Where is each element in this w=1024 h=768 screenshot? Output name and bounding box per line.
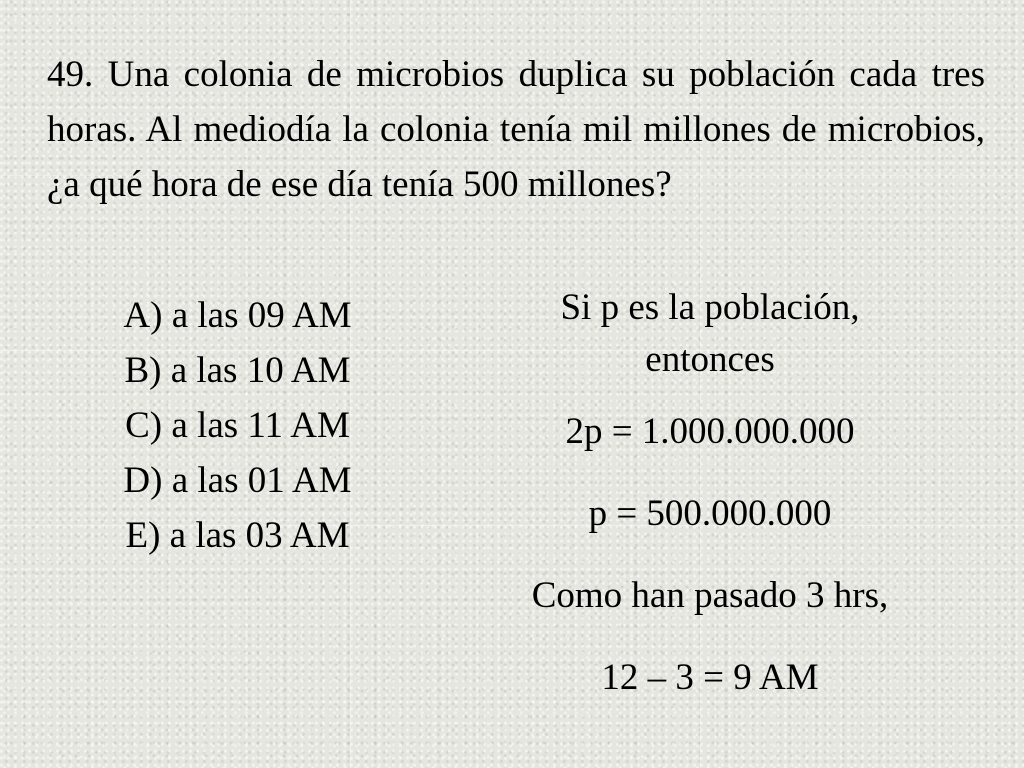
answer-option-a: A) a las 09 AM [123,295,352,336]
solution-step-elapsed: Como han pasado 3 hrs, [531,575,889,616]
answer-options-list [60,288,415,563]
solution-intro [470,282,950,386]
solution-step-answer: 12 – 3 = 9 AM [601,657,819,698]
answer-option-d: D) a las 01 AM [123,460,352,501]
solution-block [470,282,950,734]
answer-option-c: C) a las 11 AM [125,405,350,446]
solution-intro-line-1: Si p es la población, [560,287,860,328]
question-text: 49. Una colonia de microbios duplica su población cada tres horas. Al mediodía la colonia tenía mil millones de microbios, ¿a qué hora de ese día tenía 500 millones? [47,54,985,205]
solution-step-population: p = 500.000.000 [588,493,832,534]
solution-step-equation: 2p = 1.000.000.000 [565,411,855,452]
answer-option-e: E) a las 03 AM [125,515,350,556]
solution-intro-line-2: entonces [645,339,775,380]
answer-option-b: B) a las 10 AM [124,350,351,391]
